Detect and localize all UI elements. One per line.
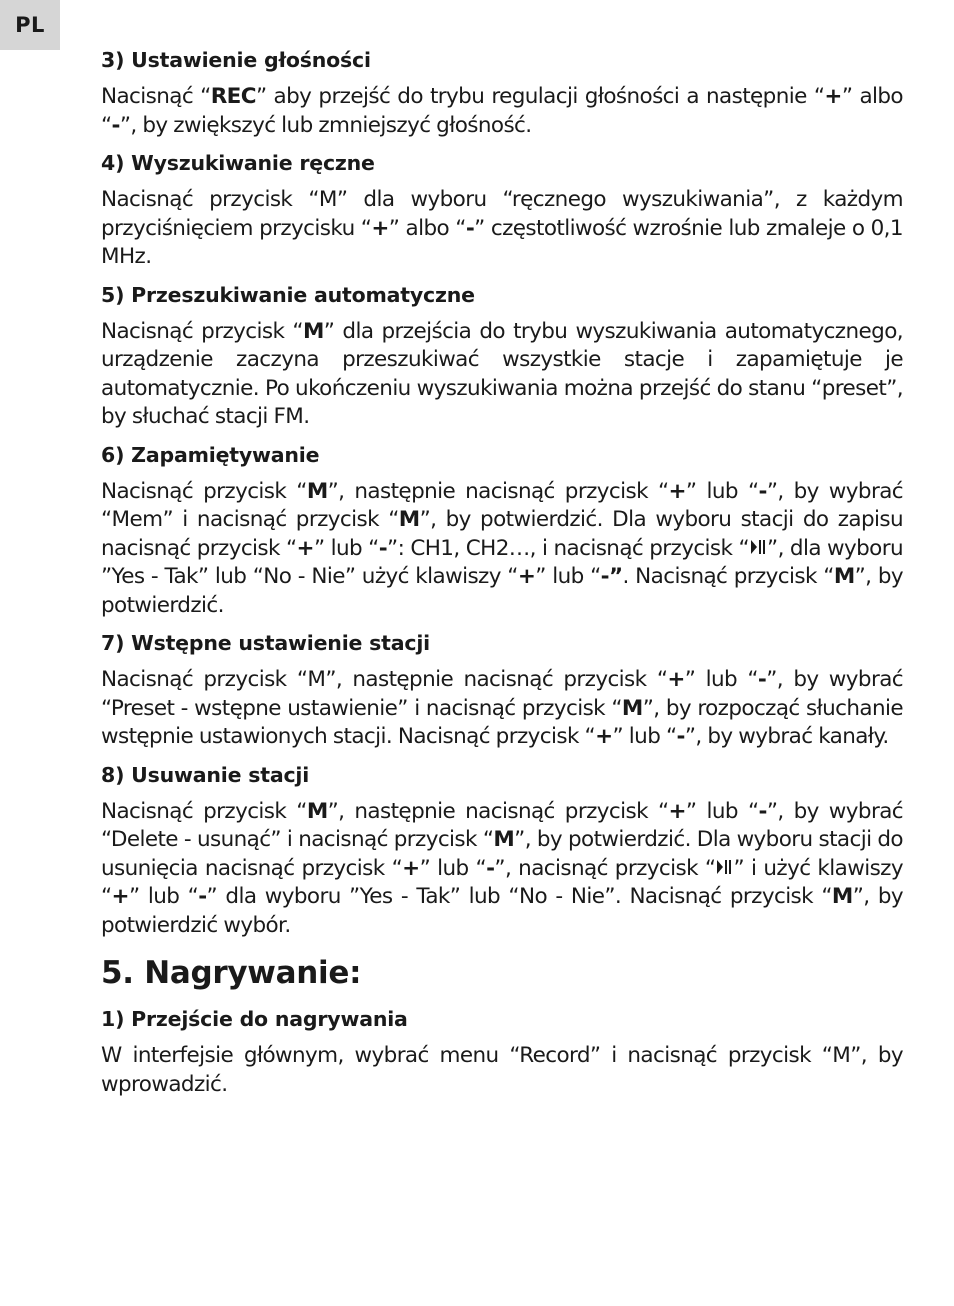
section-text-manual-search: Nacisnąć przycisk “M” dla wyboru “ręcznego wyszukiwania”, z każdym przyciśnięciem przycisku “+” albo “-” częstotliwość wzrośnie lub zmaleje o 0,1 MHz. bbox=[101, 187, 903, 269]
language-label: PL bbox=[15, 13, 45, 37]
manual-page-content bbox=[101, 47, 903, 1109]
section-heading-start-recording: 1) Przejście do nagrywania bbox=[101, 1007, 408, 1031]
section-text-memorize: Nacisnąć przycisk “M”, następnie nacisnąć przycisk “+” lub “-”, by wybrać “Mem” i nacisnąć przycisk “M”, by potwierdzić. Dla wyboru stacji do zapisu nacisnąć przycisk “+” lub “-”: CH1, CH2…, i nacisnąć przycisk “ ”, dla wyboru ”Yes - Tak” lub “No - Nie” użyć klawiszy “+” lub “-”. Nacisnąć przycisk “M”, by potwierdzić. bbox=[101, 478, 904, 618]
section-text-volume: Nacisnąć “REC” aby przejść do trybu regulacji głośności a następnie “+” albo “-”, by zwiększyć lub zmniejszyć głośność. bbox=[101, 84, 903, 138]
section-text-delete: Nacisnąć przycisk “M”, następnie nacisnąć przycisk “+” lub “-”, by wybrać “Delete - usunąć” i nacisnąć przycisk “M”, by potwierdzić. Dla wyboru stacji do usunięcia nacisnąć przycisk “+” lub “-”, nacisnąć przycisk “ ” i użyć klawiszy “+” lub “-” dla wyboru ”Yes - Tak” lub “No - Nie”. Nacisnąć przycisk “M”, by potwierdzić wybór. bbox=[101, 798, 904, 938]
language-tab bbox=[0, 0, 60, 50]
play-pause-icon bbox=[716, 858, 732, 876]
play-pause-icon bbox=[750, 538, 766, 556]
section-heading-preset: 7) Wstępne ustawienie stacji bbox=[101, 631, 430, 655]
section-heading-memorize: 6) Zapamiętywanie bbox=[101, 442, 320, 467]
section-heading-volume: 3) Ustawienie głośności bbox=[101, 48, 371, 72]
section-text-preset: Nacisnąć przycisk “M”, następnie nacisnąć przycisk “+” lub “-”, by wybrać “Preset - wstępne ustawienie” i nacisnąć przycisk “M”, by rozpocząć słuchanie wstępnie ustawionych stacji. Nacisnąć przycisk “+” lub “-”, by wybrać kanały. bbox=[101, 667, 903, 749]
section-heading-delete: 8) Usuwanie stacji bbox=[101, 762, 310, 787]
section-text-auto-search: Nacisnąć przycisk “M” dla przejścia do trybu wyszukiwania automatycznego, urządzenie zaczyna przeszukiwać wszystkie stacje i zapamiętuje je automatycznie. Po ukończeniu wyszukiwania można przejść do stanu “preset”, by słuchać stacji FM. bbox=[101, 318, 903, 429]
section-heading-manual-search: 4) Wyszukiwanie ręczne bbox=[101, 151, 375, 175]
section-heading-auto-search: 5) Przeszukiwanie automatyczne bbox=[101, 282, 475, 307]
chapter-title-recording: 5. Nagrywanie: bbox=[101, 955, 362, 991]
section-text-start-recording: W interfejsie głównym, wybrać menu “Record” i nacisnąć przycisk “M”, by wprowadzić. bbox=[101, 1043, 903, 1097]
